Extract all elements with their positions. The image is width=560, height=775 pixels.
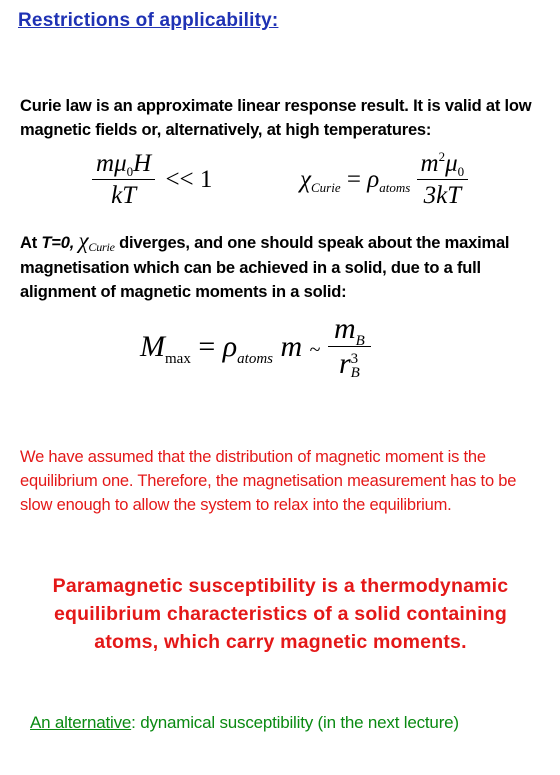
low-field-condition-equation [92,150,212,210]
footer-alternative-note [30,713,459,733]
eq3-den-sub: B [350,365,360,382]
equilibrium-assumption-paragraph: We have assumed that the distribution of magnetic moment is the equilibrium one. Therefore, the magnetisation measurement has to be slow enough to allow the system to relax into the equilibrium. [20,448,517,514]
inline-chi-sub: Curie [88,240,115,254]
eq2-equals: = [346,166,361,193]
para2-lead: At [20,234,42,252]
eq1-numerator [92,150,155,179]
eq3-m: m [280,329,303,363]
eq1-mu-sub: 0 [126,164,134,179]
curie-law-paragraph: Curie law is an approximate linear response result. It is valid at low magnetic fields or, alternatively, at high temperatures: [20,97,532,139]
inline-chi: χ [78,228,89,253]
eq2-mu: μ [445,150,458,177]
zero-temperature-paragraph [20,229,550,304]
eq3-lhs [140,329,321,367]
eq3-num-sub: B [355,333,365,349]
alternative-label: An alternative [30,713,132,732]
eq2-rho-sub: atoms [379,180,411,195]
eq3-num-m: m [334,312,356,345]
para2-rest: diverges, and one should speak about the maximal magnetisation which can be achieved in a solid, due to a full alignment of magnetic moments in a solid: [20,234,510,301]
eq2-rho: ρ [367,166,380,193]
eq1-mu: μ [114,150,127,177]
eq2-m: m [420,150,439,177]
para2-t-zero: T=0, [41,234,75,252]
eq1-fraction [92,150,155,210]
eq3-rho: ρ [222,329,238,363]
eq3-rho-sub: atoms [237,350,273,367]
page-title: Restrictions of applicability: [18,10,279,31]
eq1-H: H [133,150,152,177]
statement-line-3: atoms, which carry magnetic moments. [94,631,467,653]
max-magnetisation-equation [140,312,371,381]
eq2-denominator: 3kT [417,179,469,210]
eq3-fraction [328,312,371,381]
eq2-fraction [417,150,469,210]
eq3-M: M [140,329,165,363]
eq1-m: m [96,150,115,177]
eq3-equals: = [198,329,216,363]
eq2-numerator [417,150,469,179]
eq3-numerator [328,312,371,349]
eq3-den-r: r [338,347,351,380]
eq2-lhs [300,166,410,193]
eq3-M-sub: max [165,350,191,367]
paramagnetic-susceptibility-statement [28,572,533,656]
eq3-denominator [328,346,371,381]
eq3-den-sup: 3 [350,351,359,368]
statement-line-1: Paramagnetic susceptibility is a thermodynamic [52,575,509,597]
eq1-denominator: kT [92,179,155,210]
eq2-mu-sub: 0 [457,164,465,179]
eq2-chi-sub: Curie [311,180,341,195]
eq2-chi: χ [300,166,311,193]
eq3-sim: ~ [309,338,321,361]
statement-line-2: equilibrium characteristics of a solid containing [54,603,507,625]
inline-chi-curie [78,228,114,253]
alternative-rest: : dynamical susceptibility (in the next lecture) [131,713,459,732]
curie-susceptibility-equation [300,150,468,210]
eq2-m-sup: 2 [438,149,446,164]
eq1-relation: << 1 [165,166,213,193]
